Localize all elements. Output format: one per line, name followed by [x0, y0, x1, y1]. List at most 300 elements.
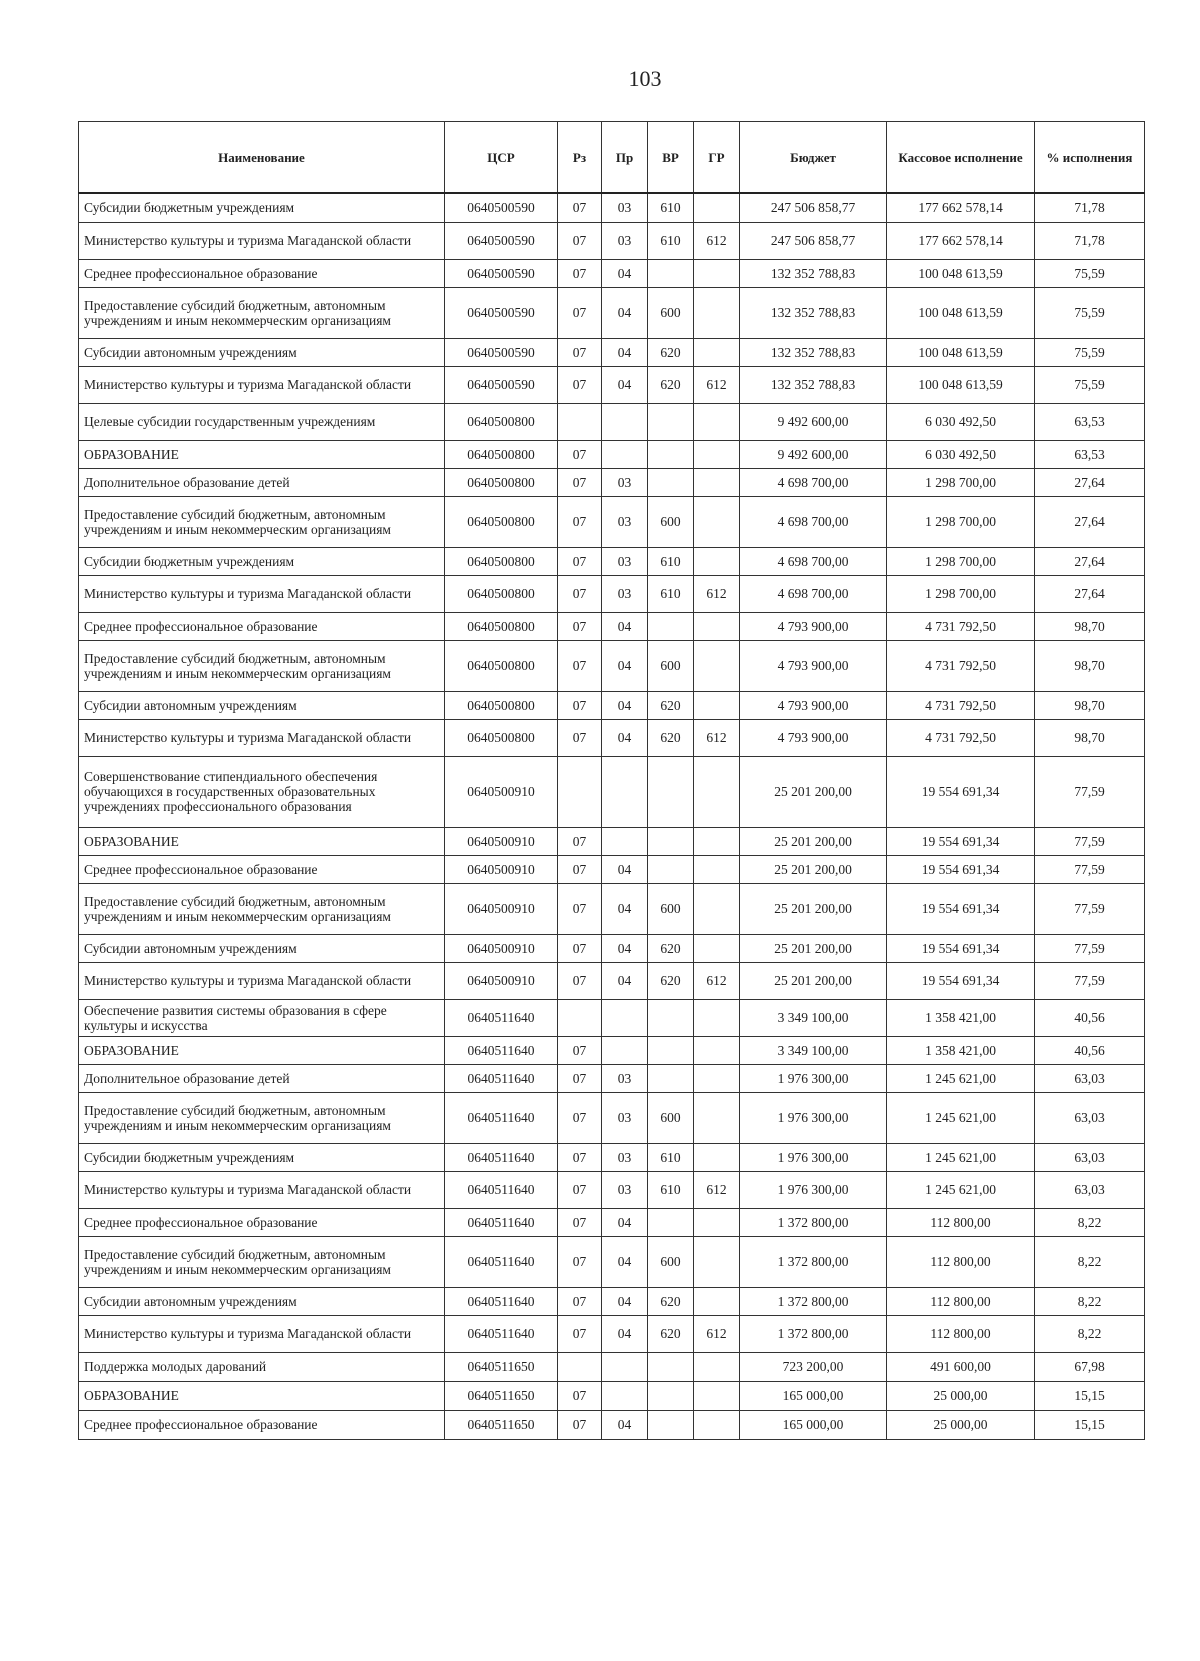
- row-cash: 100 048 613,59: [887, 259, 1035, 287]
- row-percent: 98,70: [1035, 640, 1145, 691]
- table-row: [79, 1036, 1145, 1064]
- table-row: [79, 440, 1145, 468]
- row-budget: 4 793 900,00: [740, 719, 887, 756]
- row-name: ОБРАЗОВАНИЕ: [79, 1381, 445, 1410]
- row-budget: 3 349 100,00: [740, 999, 887, 1036]
- row-pr: 03: [602, 468, 648, 496]
- row-name: Субсидии автономным учреждениям: [79, 338, 445, 366]
- row-rz: 07: [558, 719, 602, 756]
- row-percent: 77,59: [1035, 855, 1145, 883]
- row-gr: 612: [694, 366, 740, 403]
- budget-execution-table: [78, 121, 1145, 1440]
- table-row: [79, 338, 1145, 366]
- table-row: [79, 756, 1145, 827]
- row-cash: 1 245 621,00: [887, 1143, 1035, 1171]
- row-percent: 77,59: [1035, 934, 1145, 962]
- row-budget: 4 793 900,00: [740, 640, 887, 691]
- row-budget: 247 506 858,77: [740, 222, 887, 259]
- row-csr: 0640500590: [445, 338, 558, 366]
- row-gr: [694, 1410, 740, 1439]
- row-vr: [648, 1410, 694, 1439]
- table-row: [79, 222, 1145, 259]
- row-percent: 27,64: [1035, 547, 1145, 575]
- row-pr: [602, 999, 648, 1036]
- row-gr: [694, 691, 740, 719]
- row-rz: 07: [558, 338, 602, 366]
- row-name: Предоставление субсидий бюджетным, автономным учреждениям и иным некоммерческим организациям: [79, 883, 445, 934]
- table-row: [79, 1236, 1145, 1287]
- row-name: Субсидии бюджетным учреждениям: [79, 193, 445, 222]
- row-gr: [694, 1036, 740, 1064]
- row-cash: 4 731 792,50: [887, 640, 1035, 691]
- row-gr: [694, 612, 740, 640]
- row-percent: 75,59: [1035, 338, 1145, 366]
- row-pr: 03: [602, 1143, 648, 1171]
- row-csr: 0640500800: [445, 691, 558, 719]
- row-rz: 07: [558, 962, 602, 999]
- row-name: Дополнительное образование детей: [79, 468, 445, 496]
- row-budget: 165 000,00: [740, 1410, 887, 1439]
- row-gr: [694, 1143, 740, 1171]
- row-name: Совершенствование стипендиального обеспечения обучающихся в государственных образовательных учреждениях профессионального образования: [79, 756, 445, 827]
- row-pr: 04: [602, 259, 648, 287]
- table-row: [79, 403, 1145, 440]
- table-row: [79, 883, 1145, 934]
- table-row: [79, 547, 1145, 575]
- row-csr: 0640500800: [445, 468, 558, 496]
- row-gr: [694, 496, 740, 547]
- table-row: [79, 962, 1145, 999]
- row-cash: 100 048 613,59: [887, 338, 1035, 366]
- row-budget: 4 793 900,00: [740, 691, 887, 719]
- row-csr: 0640500590: [445, 222, 558, 259]
- row-cash: 4 731 792,50: [887, 691, 1035, 719]
- row-vr: 600: [648, 496, 694, 547]
- row-percent: 63,03: [1035, 1143, 1145, 1171]
- row-cash: 1 358 421,00: [887, 999, 1035, 1036]
- row-percent: 63,03: [1035, 1064, 1145, 1092]
- row-percent: 77,59: [1035, 827, 1145, 855]
- row-rz: 07: [558, 1287, 602, 1315]
- row-pr: [602, 440, 648, 468]
- row-csr: 0640500590: [445, 193, 558, 222]
- row-name: Предоставление субсидий бюджетным, автономным учреждениям и иным некоммерческим организациям: [79, 496, 445, 547]
- row-name: ОБРАЗОВАНИЕ: [79, 827, 445, 855]
- row-name: Поддержка молодых дарований: [79, 1352, 445, 1381]
- row-percent: 75,59: [1035, 366, 1145, 403]
- row-pr: 04: [602, 640, 648, 691]
- table-row: [79, 999, 1145, 1036]
- row-pr: [602, 756, 648, 827]
- row-csr: 0640500800: [445, 640, 558, 691]
- row-budget: 25 201 200,00: [740, 756, 887, 827]
- row-vr: [648, 259, 694, 287]
- row-name: Министерство культуры и туризма Магаданской области: [79, 1315, 445, 1352]
- row-percent: 15,15: [1035, 1410, 1145, 1439]
- row-name: Субсидии бюджетным учреждениям: [79, 1143, 445, 1171]
- row-gr: [694, 640, 740, 691]
- table-row: [79, 612, 1145, 640]
- row-rz: 07: [558, 1236, 602, 1287]
- row-gr: [694, 468, 740, 496]
- row-name: Среднее профессиональное образование: [79, 259, 445, 287]
- row-csr: 0640500800: [445, 403, 558, 440]
- row-gr: [694, 999, 740, 1036]
- row-cash: 6 030 492,50: [887, 403, 1035, 440]
- row-budget: 4 698 700,00: [740, 547, 887, 575]
- row-gr: [694, 934, 740, 962]
- row-csr: 0640500800: [445, 547, 558, 575]
- row-cash: 1 298 700,00: [887, 575, 1035, 612]
- row-pr: 04: [602, 962, 648, 999]
- row-vr: [648, 1036, 694, 1064]
- row-gr: 612: [694, 1171, 740, 1208]
- table-row: [79, 640, 1145, 691]
- row-gr: [694, 1381, 740, 1410]
- row-pr: 03: [602, 222, 648, 259]
- table-row: [79, 1315, 1145, 1352]
- row-budget: 4 793 900,00: [740, 612, 887, 640]
- row-csr: 0640500800: [445, 719, 558, 756]
- row-percent: 98,70: [1035, 612, 1145, 640]
- row-csr: 0640511640: [445, 1315, 558, 1352]
- row-csr: 0640511650: [445, 1352, 558, 1381]
- row-csr: 0640500800: [445, 575, 558, 612]
- table-row: [79, 287, 1145, 338]
- row-cash: 19 554 691,34: [887, 934, 1035, 962]
- row-rz: 07: [558, 547, 602, 575]
- row-vr: 600: [648, 1092, 694, 1143]
- table-row: [79, 934, 1145, 962]
- row-vr: 620: [648, 962, 694, 999]
- row-budget: 1 976 300,00: [740, 1143, 887, 1171]
- row-budget: 1 372 800,00: [740, 1287, 887, 1315]
- page-number: 103: [628, 66, 662, 91]
- row-vr: 610: [648, 1143, 694, 1171]
- row-budget: 1 976 300,00: [740, 1092, 887, 1143]
- row-budget: 4 698 700,00: [740, 575, 887, 612]
- row-name: Министерство культуры и туризма Магаданской области: [79, 962, 445, 999]
- header-vr: ВР: [648, 122, 694, 194]
- row-vr: [648, 756, 694, 827]
- row-csr: 0640511640: [445, 1036, 558, 1064]
- row-percent: 98,70: [1035, 719, 1145, 756]
- row-name: Обеспечение развития системы образования в сфере культуры и искусства: [79, 999, 445, 1036]
- table-row: [79, 719, 1145, 756]
- row-pr: 04: [602, 612, 648, 640]
- row-cash: 100 048 613,59: [887, 366, 1035, 403]
- row-csr: 0640500910: [445, 934, 558, 962]
- row-cash: 1 245 621,00: [887, 1064, 1035, 1092]
- table-row: [79, 1064, 1145, 1092]
- row-pr: 04: [602, 1287, 648, 1315]
- row-vr: 610: [648, 222, 694, 259]
- row-name: Предоставление субсидий бюджетным, автономным учреждениям и иным некоммерческим организациям: [79, 287, 445, 338]
- row-gr: [694, 1352, 740, 1381]
- row-cash: 1 298 700,00: [887, 496, 1035, 547]
- table-row: [79, 366, 1145, 403]
- row-vr: 620: [648, 719, 694, 756]
- row-name: Субсидии автономным учреждениям: [79, 934, 445, 962]
- row-cash: 112 800,00: [887, 1315, 1035, 1352]
- row-percent: 27,64: [1035, 575, 1145, 612]
- row-vr: [648, 999, 694, 1036]
- row-percent: 15,15: [1035, 1381, 1145, 1410]
- row-gr: [694, 259, 740, 287]
- row-gr: [694, 827, 740, 855]
- row-percent: 63,53: [1035, 440, 1145, 468]
- row-percent: 27,64: [1035, 496, 1145, 547]
- row-budget: 247 506 858,77: [740, 193, 887, 222]
- row-rz: 07: [558, 640, 602, 691]
- row-rz: 07: [558, 1315, 602, 1352]
- table-row: [79, 1143, 1145, 1171]
- row-csr: 0640511640: [445, 1092, 558, 1143]
- row-name: Министерство культуры и туризма Магаданской области: [79, 222, 445, 259]
- table-row: [79, 827, 1145, 855]
- row-rz: [558, 756, 602, 827]
- row-rz: 07: [558, 222, 602, 259]
- row-pr: 04: [602, 1410, 648, 1439]
- row-cash: 4 731 792,50: [887, 612, 1035, 640]
- row-percent: 8,22: [1035, 1236, 1145, 1287]
- row-vr: [648, 1064, 694, 1092]
- row-percent: 67,98: [1035, 1352, 1145, 1381]
- row-rz: 07: [558, 691, 602, 719]
- row-vr: 600: [648, 640, 694, 691]
- row-csr: 0640500800: [445, 496, 558, 547]
- row-budget: 25 201 200,00: [740, 962, 887, 999]
- row-gr: 612: [694, 222, 740, 259]
- header-percent: % исполнения: [1035, 122, 1145, 194]
- row-cash: 4 731 792,50: [887, 719, 1035, 756]
- row-csr: 0640511640: [445, 1064, 558, 1092]
- row-percent: 71,78: [1035, 222, 1145, 259]
- row-cash: 1 298 700,00: [887, 547, 1035, 575]
- row-vr: 600: [648, 1236, 694, 1287]
- row-name: Целевые субсидии государственным учреждениям: [79, 403, 445, 440]
- row-gr: [694, 403, 740, 440]
- row-gr: [694, 547, 740, 575]
- row-pr: 04: [602, 719, 648, 756]
- row-cash: 25 000,00: [887, 1381, 1035, 1410]
- row-gr: [694, 1092, 740, 1143]
- row-csr: 0640511640: [445, 1171, 558, 1208]
- row-rz: 07: [558, 934, 602, 962]
- row-cash: 25 000,00: [887, 1410, 1035, 1439]
- row-gr: 612: [694, 962, 740, 999]
- table-row: [79, 855, 1145, 883]
- row-rz: 07: [558, 1036, 602, 1064]
- row-percent: 40,56: [1035, 999, 1145, 1036]
- row-name: Дополнительное образование детей: [79, 1064, 445, 1092]
- row-csr: 0640500590: [445, 259, 558, 287]
- row-vr: 600: [648, 883, 694, 934]
- row-name: Министерство культуры и туризма Магаданской области: [79, 1171, 445, 1208]
- row-pr: 04: [602, 934, 648, 962]
- row-vr: 620: [648, 1315, 694, 1352]
- table-row: [79, 575, 1145, 612]
- row-vr: [648, 827, 694, 855]
- row-rz: 07: [558, 1208, 602, 1236]
- row-pr: 03: [602, 496, 648, 547]
- row-name: Среднее профессиональное образование: [79, 855, 445, 883]
- row-name: ОБРАЗОВАНИЕ: [79, 440, 445, 468]
- row-cash: 112 800,00: [887, 1236, 1035, 1287]
- row-budget: 1 976 300,00: [740, 1171, 887, 1208]
- row-csr: 0640500910: [445, 827, 558, 855]
- row-percent: 98,70: [1035, 691, 1145, 719]
- row-pr: [602, 1036, 648, 1064]
- table-row: [79, 1171, 1145, 1208]
- row-name: Субсидии автономным учреждениям: [79, 691, 445, 719]
- row-vr: [648, 1381, 694, 1410]
- row-budget: 1 372 800,00: [740, 1315, 887, 1352]
- header-gr: ГР: [694, 122, 740, 194]
- row-gr: [694, 1236, 740, 1287]
- row-percent: 71,78: [1035, 193, 1145, 222]
- row-cash: 177 662 578,14: [887, 193, 1035, 222]
- row-pr: [602, 827, 648, 855]
- row-budget: 4 698 700,00: [740, 496, 887, 547]
- row-rz: 07: [558, 1381, 602, 1410]
- row-budget: 25 201 200,00: [740, 883, 887, 934]
- row-rz: 07: [558, 1410, 602, 1439]
- table-row: [79, 496, 1145, 547]
- table-row: [79, 1092, 1145, 1143]
- row-csr: 0640511640: [445, 1287, 558, 1315]
- row-pr: 04: [602, 883, 648, 934]
- row-name: Министерство культуры и туризма Магаданской области: [79, 366, 445, 403]
- row-name: Министерство культуры и туризма Магаданской области: [79, 719, 445, 756]
- row-pr: 04: [602, 855, 648, 883]
- row-pr: 04: [602, 691, 648, 719]
- table-row: [79, 1208, 1145, 1236]
- row-pr: 03: [602, 1171, 648, 1208]
- table-header-row: [79, 122, 1145, 194]
- row-cash: 177 662 578,14: [887, 222, 1035, 259]
- row-budget: 723 200,00: [740, 1352, 887, 1381]
- row-gr: [694, 1064, 740, 1092]
- row-pr: 04: [602, 1236, 648, 1287]
- row-cash: 112 800,00: [887, 1208, 1035, 1236]
- row-percent: 63,03: [1035, 1171, 1145, 1208]
- row-vr: [648, 1208, 694, 1236]
- row-budget: 132 352 788,83: [740, 287, 887, 338]
- row-name: Предоставление субсидий бюджетным, автономным учреждениям и иным некоммерческим организациям: [79, 1092, 445, 1143]
- row-cash: 1 245 621,00: [887, 1171, 1035, 1208]
- row-csr: 0640511650: [445, 1381, 558, 1410]
- row-pr: 04: [602, 1315, 648, 1352]
- row-vr: [648, 855, 694, 883]
- row-vr: [648, 468, 694, 496]
- row-budget: 132 352 788,83: [740, 338, 887, 366]
- row-rz: 07: [558, 883, 602, 934]
- table-row: [79, 1381, 1145, 1410]
- row-gr: [694, 193, 740, 222]
- row-percent: 77,59: [1035, 883, 1145, 934]
- row-cash: 19 554 691,34: [887, 883, 1035, 934]
- row-cash: 100 048 613,59: [887, 287, 1035, 338]
- row-percent: 8,22: [1035, 1287, 1145, 1315]
- row-name: Среднее профессиональное образование: [79, 612, 445, 640]
- row-csr: 0640500910: [445, 855, 558, 883]
- row-vr: 610: [648, 547, 694, 575]
- row-rz: 07: [558, 1064, 602, 1092]
- row-rz: 07: [558, 1143, 602, 1171]
- table-row: [79, 691, 1145, 719]
- row-csr: 0640500910: [445, 883, 558, 934]
- row-rz: 07: [558, 468, 602, 496]
- row-percent: 40,56: [1035, 1036, 1145, 1064]
- row-rz: [558, 403, 602, 440]
- row-csr: 0640511640: [445, 1208, 558, 1236]
- row-rz: 07: [558, 440, 602, 468]
- row-pr: 04: [602, 338, 648, 366]
- row-csr: 0640511640: [445, 1236, 558, 1287]
- table-row: [79, 193, 1145, 222]
- row-rz: 07: [558, 575, 602, 612]
- row-pr: 03: [602, 193, 648, 222]
- row-gr: [694, 756, 740, 827]
- row-rz: 07: [558, 193, 602, 222]
- row-gr: [694, 1208, 740, 1236]
- header-pr: Пр: [602, 122, 648, 194]
- row-vr: 610: [648, 575, 694, 612]
- row-vr: [648, 403, 694, 440]
- row-csr: 0640500590: [445, 366, 558, 403]
- row-vr: 620: [648, 338, 694, 366]
- row-gr: 612: [694, 575, 740, 612]
- row-pr: 03: [602, 1092, 648, 1143]
- row-cash: 112 800,00: [887, 1287, 1035, 1315]
- row-budget: 9 492 600,00: [740, 440, 887, 468]
- row-vr: 620: [648, 1287, 694, 1315]
- row-budget: 165 000,00: [740, 1381, 887, 1410]
- row-budget: 4 698 700,00: [740, 468, 887, 496]
- row-rz: [558, 999, 602, 1036]
- header-cash: Кассовое исполнение: [887, 122, 1035, 194]
- row-pr: 04: [602, 287, 648, 338]
- header-name: Наименование: [79, 122, 445, 194]
- row-csr: 0640500910: [445, 962, 558, 999]
- row-rz: 07: [558, 855, 602, 883]
- row-cash: 19 554 691,34: [887, 962, 1035, 999]
- table-row: [79, 1287, 1145, 1315]
- row-pr: 04: [602, 366, 648, 403]
- table-row: [79, 468, 1145, 496]
- row-vr: [648, 440, 694, 468]
- row-rz: 07: [558, 496, 602, 547]
- row-rz: 07: [558, 827, 602, 855]
- row-name: Среднее профессиональное образование: [79, 1410, 445, 1439]
- row-budget: 132 352 788,83: [740, 366, 887, 403]
- row-cash: 19 554 691,34: [887, 855, 1035, 883]
- row-name: Среднее профессиональное образование: [79, 1208, 445, 1236]
- row-rz: 07: [558, 612, 602, 640]
- header-csr: ЦСР: [445, 122, 558, 194]
- row-name: Предоставление субсидий бюджетным, автономным учреждениям и иным некоммерческим организациям: [79, 1236, 445, 1287]
- table-row: [79, 259, 1145, 287]
- row-percent: 63,53: [1035, 403, 1145, 440]
- row-gr: 612: [694, 1315, 740, 1352]
- row-percent: 77,59: [1035, 756, 1145, 827]
- row-budget: 3 349 100,00: [740, 1036, 887, 1064]
- row-percent: 8,22: [1035, 1315, 1145, 1352]
- row-csr: 0640500590: [445, 287, 558, 338]
- row-budget: 25 201 200,00: [740, 827, 887, 855]
- row-csr: 0640500800: [445, 440, 558, 468]
